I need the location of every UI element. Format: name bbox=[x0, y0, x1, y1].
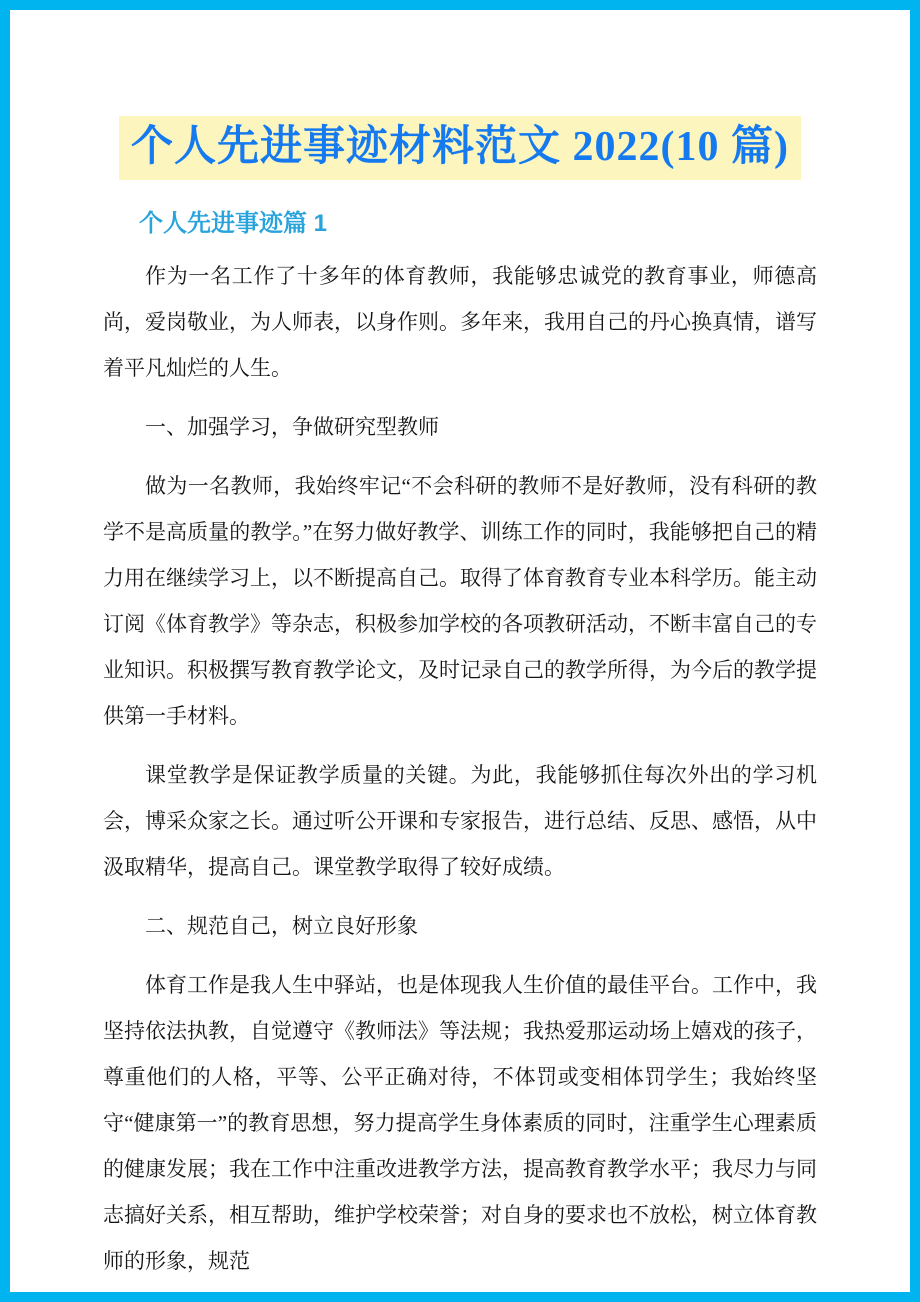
document-title bbox=[103, 122, 817, 172]
body-paragraph: 作为一名工作了十多年的体育教师，我能够忠诚党的教育事业，师德高尚，爱岗敬业，为人师表，以身作则。多年来，我用自己的丹心换真情，谱写着平凡灿烂的人生。 bbox=[103, 263, 817, 380]
document-content-area bbox=[10, 10, 910, 1284]
body-paragraph: 做为一名教师，我始终牢记“不会科研的教师不是好教师，没有科研的教学不是高质量的教学。”在努力做好教学、训练工作的同时，我能够把自己的精力用在继续学习上，以不断提高自己。取得了体育教育专业本科学历。能主动订阅《体育教学》等杂志，积极参加学校的各项教研活动，不断丰富自己的专业知识。积极撰写教育教学论文，及时记录自己的教学所得，为今后的教学提供第一手材料。 bbox=[103, 473, 817, 728]
body-paragraph: 课堂教学是保证教学质量的关键。为此，我能够抓住每次外出的学习机会，博采众家之长。通过听公开课和专家报告，进行总结、反思、感悟，从中汲取精华，提高自己。课堂教学取得了较好成绩。 bbox=[103, 762, 817, 879]
document-title-highlight: 个人先进事迹材料范文 2022(10 篇) bbox=[119, 116, 801, 180]
body-paragraph: 体育工作是我人生中驿站，也是体现我人生价值的最佳平台。工作中，我坚持依法执教，自觉遵守《教师法》等法规；我热爱那运动场上嬉戏的孩子，尊重他们的人格，平等、公平正确对待，不体罚或变相体罚学生；我始终坚守“健康第一”的教育思想，努力提高学生身体素质的同时，注重学生心理素质的健康发展；我在工作中注重改进教学方法，提高教育教学水平；我尽力与同志搞好关系，相互帮助，维护学校荣誉；对自身的要求也不放松，树立体育教师的形象，规范 bbox=[103, 972, 817, 1273]
section-heading: 二、规范自己，树立良好形象 bbox=[145, 913, 418, 938]
section-subtitle: 个人先进事迹篇 1 bbox=[139, 210, 328, 238]
section-heading: 一、加强学习，争做研究型教师 bbox=[145, 414, 439, 439]
document-body bbox=[103, 253, 817, 1284]
